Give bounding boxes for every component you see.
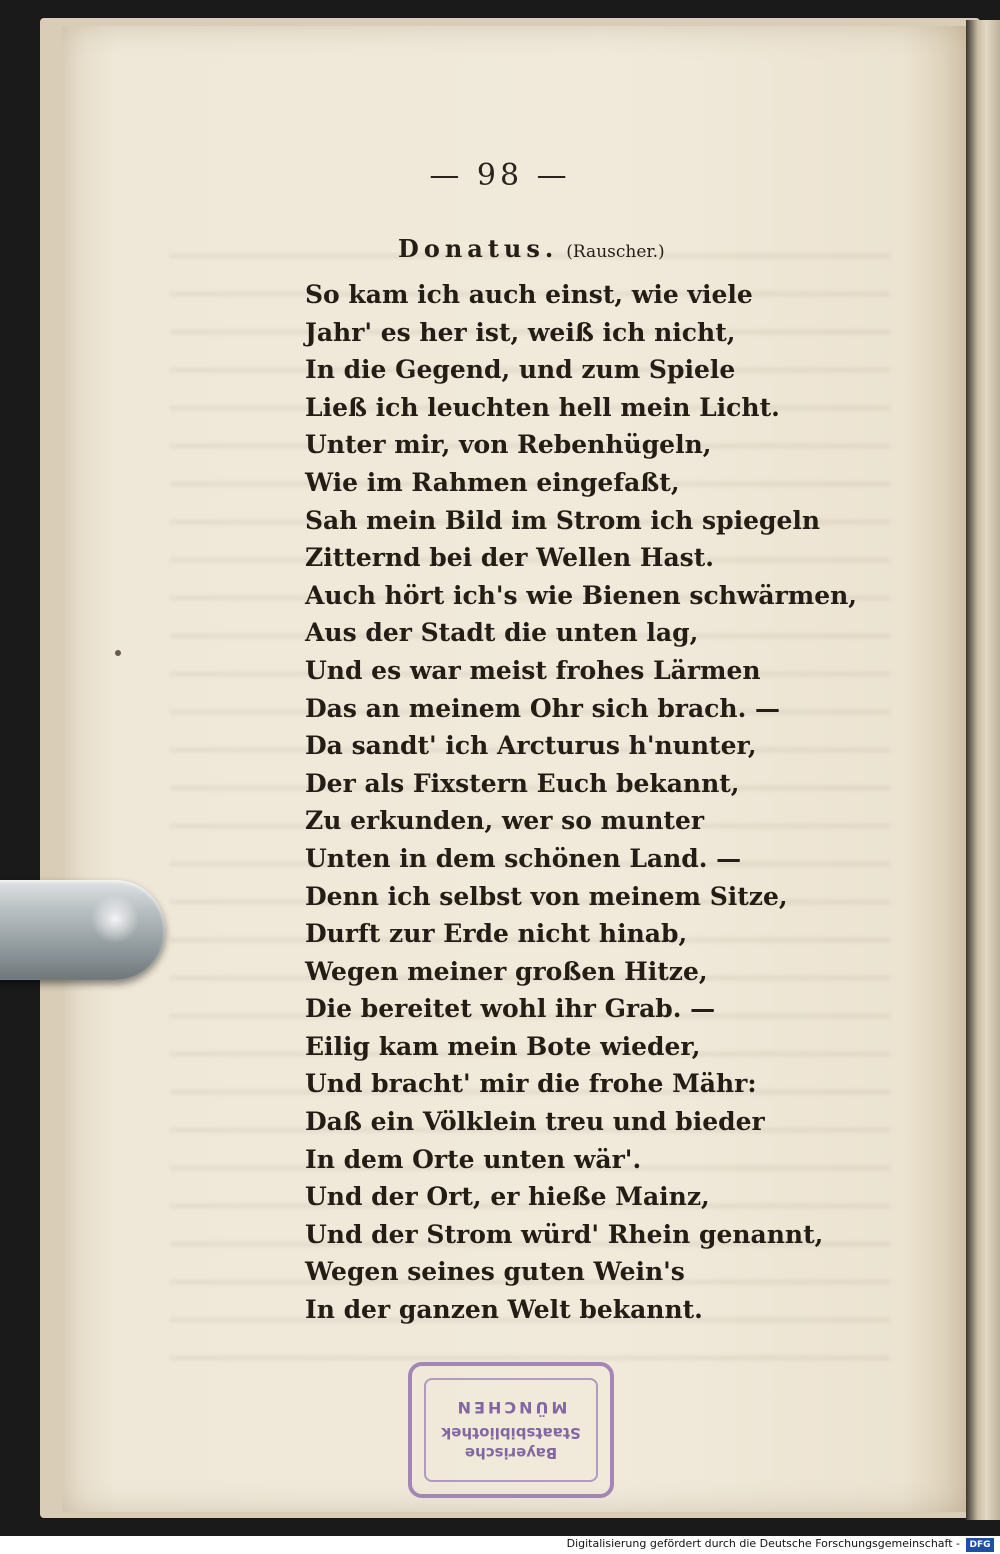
poem-line: Zitternd bei der Wellen Hast.: [305, 543, 714, 573]
poem-line: Unten in dem schönen Land. —: [305, 843, 742, 873]
library-stamp: [408, 1362, 614, 1498]
poem-line: Daß ein Völklein treu und bieder: [305, 1107, 765, 1137]
poem-line: Wie im Rahmen eingefaßt,: [305, 467, 680, 497]
poem-line: Durft zur Erde nicht hinab,: [305, 919, 688, 949]
stamp-line-1: Bayerische: [464, 1444, 558, 1462]
footer-credit: Digitalisierung gefördert durch die Deutsche Forschungsgemeinschaft -: [566, 1537, 960, 1550]
poem-line: Und der Ort, er hieße Mainz,: [305, 1182, 710, 1212]
poem-line: Wegen seines guten Wein's: [305, 1257, 685, 1287]
dfg-logo-icon: DFG: [966, 1538, 994, 1552]
poem-line: In dem Orte unten wär'.: [305, 1144, 642, 1174]
page-number: — 98 —: [429, 158, 571, 193]
poem-line: So kam ich auch einst, wie viele: [305, 280, 753, 309]
page-clip: [0, 880, 165, 980]
poem-text: [305, 276, 858, 1329]
poem-line: Ließ ich leuchten hell mein Licht.: [305, 392, 780, 422]
poem-line: Wegen meiner großen Hitze,: [305, 956, 708, 986]
poem-line: Und bracht' mir die frohe Mähr:: [305, 1069, 757, 1099]
poem-heading: [398, 234, 665, 263]
paper-speck: [115, 650, 121, 656]
poem-line: Der als Fixstern Euch bekannt,: [305, 768, 740, 798]
poem-line: In die Gegend, und zum Spiele: [305, 355, 736, 385]
heading-name: Donatus.: [398, 234, 559, 263]
stamp-line-3: MÜNCHEN: [454, 1398, 568, 1417]
poem-line: Die bereitet wohl ihr Grab. —: [305, 994, 716, 1024]
poem-line: Und der Strom würd' Rhein genannt,: [305, 1219, 824, 1249]
poem-line: Eilig kam mein Bote wieder,: [305, 1031, 701, 1061]
page-clip-highlight: [90, 895, 140, 943]
poem-line: Zu erkunden, wer so munter: [305, 806, 705, 836]
poem-line: Unter mir, von Rebenhügeln,: [305, 430, 712, 460]
book-gutter: [966, 20, 1000, 1520]
library-stamp-inner: [424, 1378, 598, 1482]
poem-line: Auch hört ich's wie Bienen schwärmen,: [305, 580, 858, 610]
poem-line: Denn ich selbst von meinem Sitze,: [305, 881, 788, 911]
poem-line: Jahr' es her ist, weiß ich nicht,: [305, 317, 736, 347]
poem-line: Und es war meist frohes Lärmen: [305, 655, 761, 685]
heading-subtitle: (Rauscher.): [566, 242, 665, 262]
poem-line: Sah mein Bild im Strom ich spiegeln: [305, 505, 821, 535]
poem-line: In der ganzen Welt bekannt.: [305, 1295, 703, 1325]
poem-line: Aus der Stadt die unten lag,: [305, 618, 699, 648]
poem-line: Da sandt' ich Arcturus h'nunter,: [305, 731, 757, 761]
poem-line: Das an meinem Ohr sich brach. —: [305, 693, 780, 723]
stamp-line-2: Staatsbibliothek: [441, 1424, 581, 1442]
